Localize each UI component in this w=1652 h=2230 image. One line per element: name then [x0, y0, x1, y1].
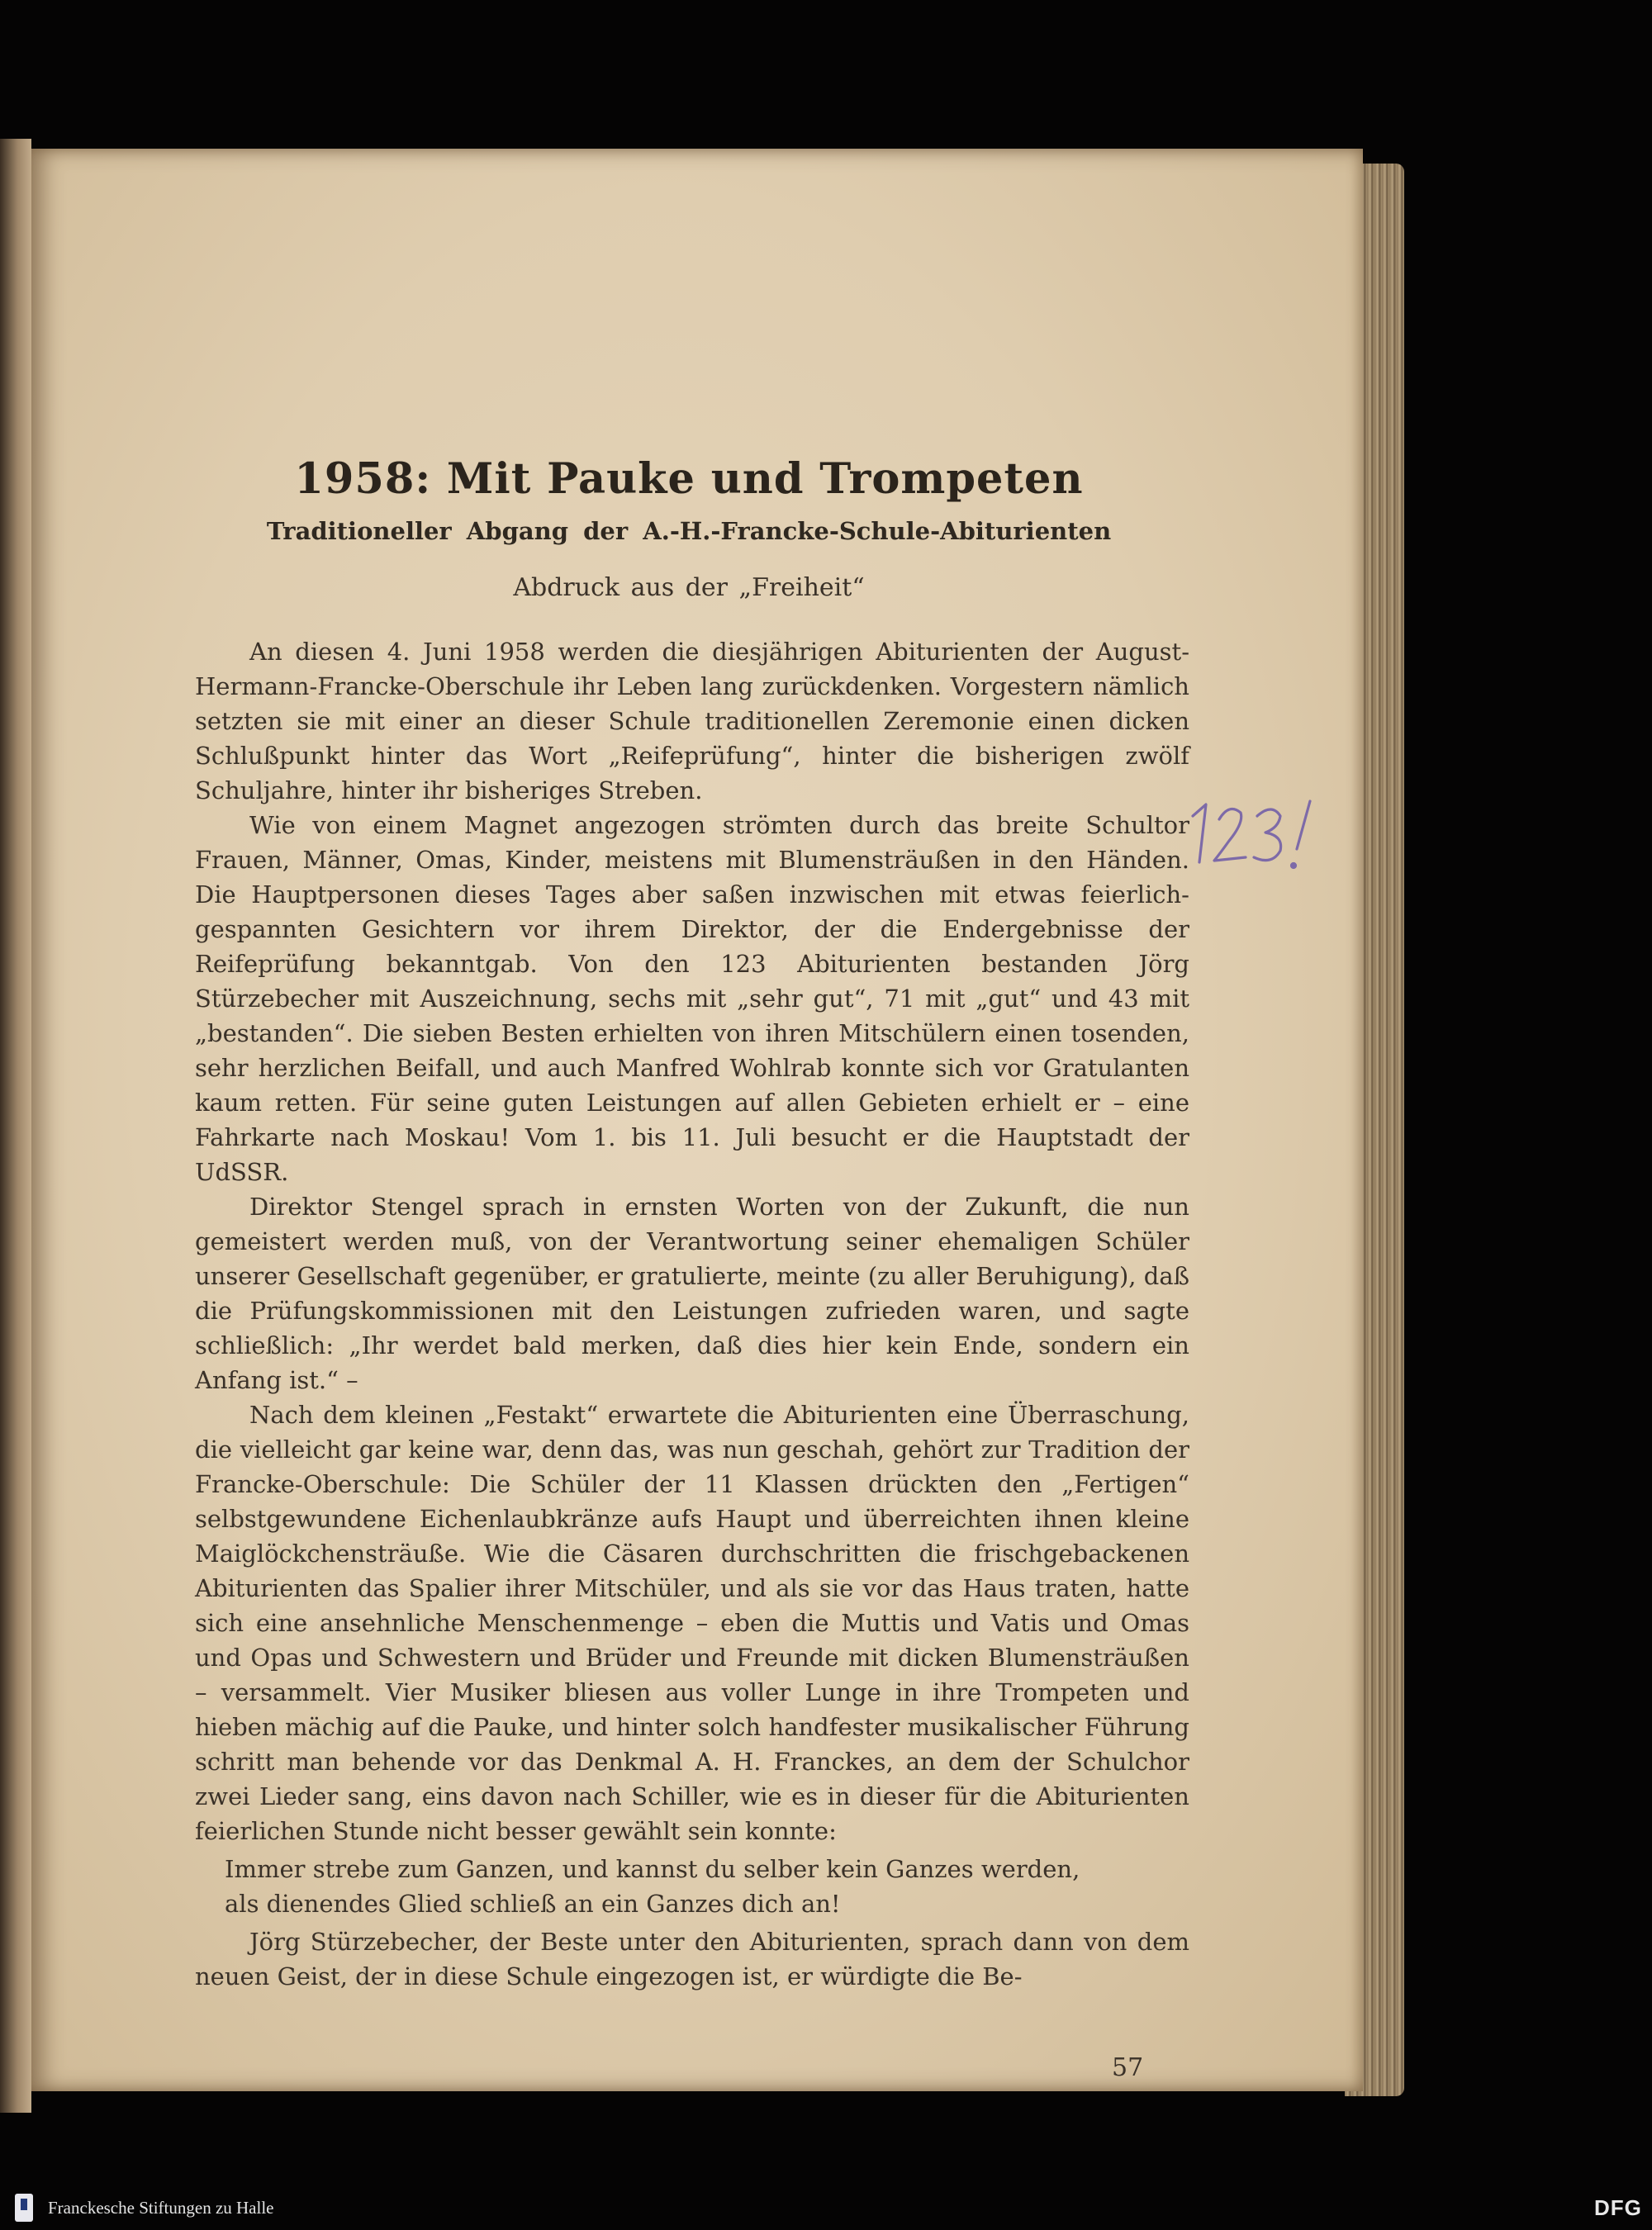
dfg-badge[interactable]: DFG	[1594, 2195, 1642, 2220]
article-subtitle: Traditioneller Abgang der A.-H.-Francke-Schule-Abiturienten	[266, 517, 1112, 545]
quote-line-1: Immer strebe zum Ganzen, und kannst du selber kein Ganzes werden,	[225, 1855, 1080, 1883]
paragraph-2: Wie von einem Magnet angezogen strömten durch das breite Schultor Frauen, Männer, Omas, Kinder, meistens mit Blumensträußen in den Händen. Die Hauptpersonen dieses Tages aber saßen inzwischen mit etwas feierlich-gespannten Gesichtern vor ihrem Direktor, der die Endergebnisse der Reifeprüfung bekanntgab. Von den 123 Abiturienten bestanden Jörg Stürzebecher mit Auszeichnung, sechs mit „sehr gut“, 71 mit „gut“ und 43 mit „bestanden“. Die sieben Besten erhielten von ihren Mitschülern einen tosenden, sehr herzlichen Beifall, und auch Manfred Wohlrab konnte sich vor Gratulanten kaum retten. Für seine guten Leistungen auf allen Gebieten erhielt er – eine Fahrkarte nach Moskau! Vom 1. bis 11. Juli besucht er die Hauptstadt der UdSSR.	[195, 811, 1189, 1186]
schiller-quote	[225, 1852, 1189, 1921]
handwritten-stroke-2	[1214, 809, 1246, 861]
handwritten-stroke-4	[1297, 801, 1310, 849]
article-source: Abdruck aus der „Freiheit“	[513, 573, 865, 602]
handwritten-stroke-1	[1193, 804, 1206, 862]
article-title: 1958: Mit Pauke und Trompeten	[294, 454, 1084, 504]
handwritten-note-text	[1189, 798, 1190, 799]
paragraph-4: Nach dem kleinen „Festakt“ erwartete die Abiturienten eine Überraschung, die vielleicht gar keine war, denn das, was nun geschah, gehört zur Tradition der Francke-Oberschule: Die Schüler der 11 Klassen drückten den „Fertigen“ selbstgewundene Eichenlaubkränze aufs Haupt und überreichten ihnen kleine Maiglöckchensträuße. Wie die Cäsaren durchschritten die frischgebackenen Abiturienten das Spalier ihrer Mitschüler, und als sie vor das Haus traten, hatte sich eine ansehnliche Menschenmenge – eben die Muttis und Vatis und Omas und Opas und Schwestern und Brüder und Freunde mit dicken Blumensträußen – versammelt. Vier Musiker bliesen aus voller Lunge in ihre Trompeten und hieben mächig auf die Pauke, und hinter solch handfester musikalischer Führung schritt man behende vor das Denkmal A. H. Franckes, an dem der Schulchor zwei Lieder sang, eins davon nach Schiller, wie es in dieser für die Abiturienten feierlichen Stunde nicht besser gewählt sein konnte:	[195, 1401, 1189, 1845]
book-page	[31, 149, 1363, 2091]
article-body	[195, 634, 1189, 1994]
paragraph-3: Direktor Stengel sprach in ernsten Worten von der Zukunft, die nun gemeistert werden muß, von der Verantwortung seiner ehemaligen Schüler unserer Gesellschaft gegenüber, er gratulierte, meinte (zu aller Beruhigung), daß die Prüfungskommissionen mit den Leistungen zufrieden waren, und sagte schließlich: „Ihr werdet bald merken, daß dies hier kein Ende, sondern ein Anfang ist.“ –	[195, 1193, 1189, 1394]
quote-line-2: als dienendes Glied schließ an ein Ganzes dich an!	[225, 1890, 841, 1918]
handwritten-stroke-5	[1292, 864, 1296, 868]
paragraph-5: Jörg Stürzebecher, der Beste unter den Abiturienten, sprach dann von dem neuen Geist, der in diese Schule eingezogen ist, er würdigte die Be-	[195, 1928, 1189, 1990]
left-page-binding	[0, 139, 31, 2113]
page-number: 57	[1112, 2053, 1144, 2082]
institution-name[interactable]: Franckesche Stiftungen zu Halle	[48, 2198, 274, 2218]
handwritten-margin-note	[1186, 795, 1327, 877]
paragraph-1: An diesen 4. Juni 1958 werden die diesjährigen Abiturienten der August-Hermann-Francke-Oberschule ihr Leben lang zurückdenken. Vorgestern nämlich setzten sie mit einer an dieser Schule traditionellen Zeremonie einen dicken Schlußpunkt hinter das Wort „Reifeprüfung“, hinter die bisherigen zwölf Schuljahre, hinter ihr bisheriges Streben.	[195, 638, 1189, 804]
handwritten-stroke-3	[1254, 809, 1281, 861]
institution-logo-icon[interactable]	[15, 2194, 33, 2222]
